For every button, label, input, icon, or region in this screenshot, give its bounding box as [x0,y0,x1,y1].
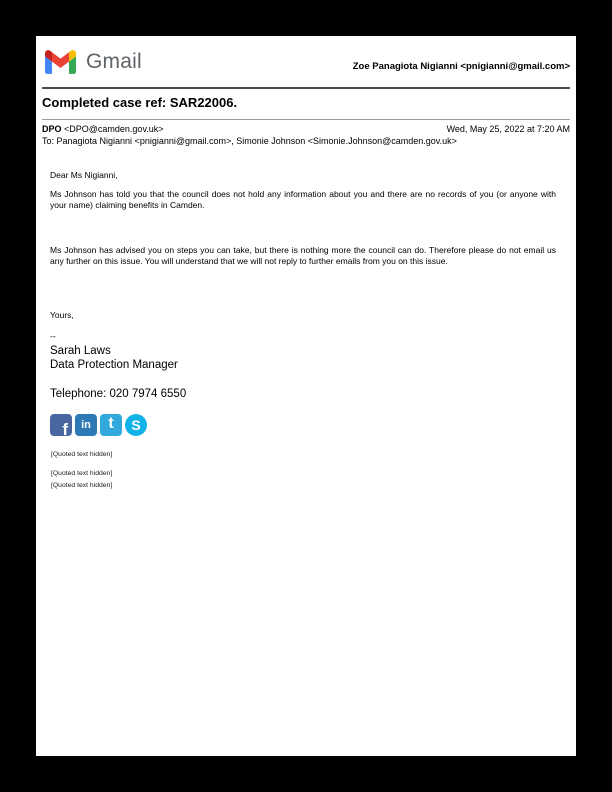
paragraph-1: Ms Johnson has told you that the council does not hold any information about you and there are no records of you (or anyone with your name) claiming benefits in Camden. [50,189,556,210]
signature-divider: -- [50,331,56,341]
quoted-text-2: [Quoted text hidden] [51,470,113,477]
facebook-icon[interactable] [50,414,72,436]
to-line: To: Panagiota Nigianni <pnigianni@gmail.com>, Simonie Johnson <Simonie.Johnson@camden.gov.uk> [42,136,457,146]
closing: Yours, [50,310,74,320]
email-subject: Completed case ref: SAR22006. [42,95,238,110]
from-name: DPO [42,124,62,134]
subject-divider [42,119,570,120]
quoted-text-3: [Quoted text hidden] [51,482,113,489]
signature-name: Sarah Laws [50,345,111,357]
paragraph-2: Ms Johnson has advised you on steps you can take, but there is nothing more the council can do. Therefore please do not email us any further on this issue. You will understand that we will not reply to further emails from you on this issue. [50,245,556,266]
gmail-m-icon [45,50,76,74]
gmail-logo [45,50,142,74]
quoted-text-1: [Quoted text hidden] [51,451,113,458]
facebook-glyph: f [62,420,68,436]
gmail-wordmark: Gmail [86,50,142,73]
linkedin-glyph: in [81,418,91,431]
from-line [42,124,164,135]
skype-glyph: S [131,417,141,433]
salutation: Dear Ms Nigianni, [50,170,118,180]
twitter-glyph: t [108,415,114,432]
from-address: <DPO@camden.gov.uk> [61,124,164,134]
signature-title: Data Protection Manager [50,359,178,371]
header-divider [42,87,570,89]
signature-phone: Telephone: 020 7974 6550 [50,388,187,400]
date-line: Wed, May 25, 2022 at 7:20 AM [446,124,570,134]
social-icons-row [50,414,147,436]
twitter-icon[interactable] [100,414,122,436]
linkedin-icon[interactable] [75,414,97,436]
skype-icon[interactable] [125,414,147,436]
from-date-row [42,124,570,135]
account-owner: Zoe Panagiota Nigianni <pnigianni@gmail.com> [352,61,570,72]
email-printout-page [36,36,576,756]
